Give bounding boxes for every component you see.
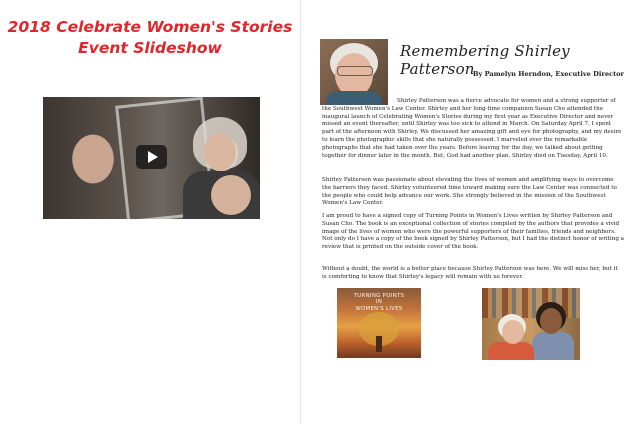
article-paragraph: Without a doubt, the world is a better place because Shirley Patterson was here. We will miss her, but it is comforting to know that Shirley's legacy will remain with us forever.: [322, 266, 618, 280]
play-icon[interactable]: [136, 145, 167, 169]
shirley-and-director-photo: [482, 288, 580, 360]
photo-person-face: [502, 320, 524, 344]
article-byline: By Pamelyn Herndon, Executive Director: [472, 70, 624, 78]
photo-person-shirt: [488, 342, 534, 360]
article-paragraph: Shirley Patterson was a fierce advocate for women and a strong supporter of the Southwest Women's Law Center. Shirley and her long-time companion Susan Cho attended the inaugural launch of Celebrating Women's Stories during my first year as Executive Director and never missed an event thereafter, until Shirley was too sick to attend in March. On Saturday April 7, I spent part of the afternoon with Shirley. We discussed her amazing gift and eye for photography, and my desire to learn the photographic skills that she naturally possessed. I marveled over the remarkable photographs that she had taken over the years. Before leaving for the day, we talked about getting together for dinner later in the month. But, God had another plan. Shirley died on Tuesday, April 10.: [322, 98, 622, 159]
shirley-portrait-photo: [320, 39, 388, 105]
article-paragraph: Shirley Patterson was passionate about elevating the lives of women and amplifying ways to overcome the barriers they faced. Shirley volunteered time toward making sure the Law Center was connected to the people who could help advance our work. She strongly believed in the mission of the Southwest Women's Law Center.: [322, 177, 617, 207]
event-title-line1: 2018 Celebrate Women's Stories: [7, 18, 293, 36]
book-cover-title: [343, 293, 415, 312]
right-page: [301, 0, 628, 424]
book-cover-title-line: TURNING POINTS: [353, 293, 405, 299]
event-title: [0, 17, 300, 59]
article-heading: Remembering Shirley Patterson: [400, 42, 570, 78]
video-figure-baby: [211, 175, 251, 215]
portrait-glasses: [337, 66, 373, 76]
book-cover-trunk: [376, 336, 382, 352]
book-cover-title-line: WOMEN'S LIVES: [355, 305, 403, 312]
book-cover-image: [337, 288, 421, 358]
article-paragraph: I am proud to have a signed copy of Turning Points in Women's Lives written by Shirley Patterson and Susan Cho. The book is an exceptional collection of stories compiled by the authors that provides a vivid image of the lives of women who were the powerful supporters of their families, friends and neighbors. Not only do I have a copy of the book signed by Shirley Patterson, but I had the distinct honor of writing a review that is printed on the outside cover of the book.: [322, 213, 625, 251]
left-page: [0, 0, 300, 424]
photo-person-shirt: [532, 332, 574, 360]
photo-person-face: [540, 308, 562, 334]
book-cover-title-line: IN: [375, 299, 383, 306]
video-figure-face: [204, 133, 236, 171]
event-title-line2: Event Slideshow: [78, 39, 222, 57]
